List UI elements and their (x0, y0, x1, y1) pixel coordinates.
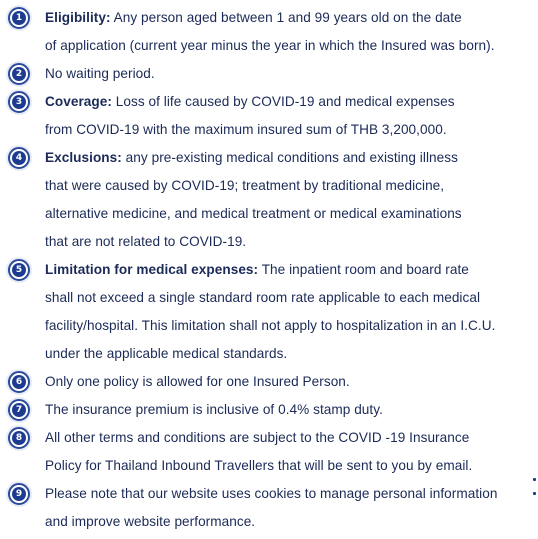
edge-decoration (533, 478, 536, 481)
numbered-circle-icon (8, 91, 30, 113)
term-item (0, 60, 538, 88)
numbered-circle-icon (8, 147, 30, 169)
numbered-circle-icon (8, 427, 30, 449)
term-text: that were caused by COVID-19; treatment by traditional medicine, (45, 178, 445, 193)
numbered-circle-icon (8, 483, 30, 505)
term-text: Please note that our website uses cookies to manage personal information (45, 486, 498, 501)
term-number: 7 (12, 403, 26, 417)
term-text: facility/hospital. This limitation shall not apply to hospitalization in an I.C.U. (45, 318, 496, 333)
term-text: any pre-existing medical conditions and existing illness (121, 150, 458, 165)
term-line (45, 144, 538, 172)
term-number: 2 (12, 67, 26, 81)
term-heading: Eligibility: (45, 10, 111, 25)
term-line (45, 88, 538, 116)
term-line (45, 256, 538, 284)
term-text: that are not related to COVID-19. (45, 234, 247, 249)
edge-decoration (533, 492, 536, 495)
term-number: 3 (12, 95, 26, 109)
numbered-circle-icon (8, 63, 30, 85)
term-text: Any person aged between 1 and 99 years old on the date (110, 10, 462, 25)
numbered-circle-icon (8, 259, 30, 281)
term-item (0, 256, 538, 368)
term-item (0, 480, 538, 536)
term-item (0, 368, 538, 396)
term-line (45, 4, 538, 32)
term-text: The inpatient room and board rate (258, 262, 469, 277)
term-text: and improve website performance. (45, 514, 256, 529)
term-item (0, 396, 538, 424)
term-item (0, 424, 538, 480)
term-number: 8 (12, 431, 26, 445)
numbered-circle-icon (8, 399, 30, 421)
term-number: 5 (12, 263, 26, 277)
term-number: 6 (12, 375, 26, 389)
term-text: Loss of life caused by COVID-19 and medical expenses (111, 94, 455, 109)
term-number: 1 (12, 11, 26, 25)
term-text: The insurance premium is inclusive of 0.4% stamp duty. (45, 402, 383, 417)
term-number: 4 (12, 151, 26, 165)
term-text: Only one policy is allowed for one Insured Person. (45, 374, 350, 389)
term-text: alternative medicine, and medical treatment or medical examinations (45, 206, 462, 221)
term-item (0, 88, 538, 144)
term-text: Policy for Thailand Inbound Travellers that will be sent to you by email. (45, 458, 473, 473)
term-heading: Limitation for medical expenses: (45, 262, 259, 277)
term-text: shall not exceed a single standard room rate applicable to each medical (45, 290, 481, 305)
term-text: under the applicable medical standards. (45, 346, 288, 361)
terms-list (0, 4, 538, 536)
numbered-circle-icon (8, 371, 30, 393)
term-item (0, 144, 538, 256)
term-text: All other terms and conditions are subject to the COVID -19 Insurance (45, 430, 470, 445)
term-text: of application (current year minus the year in which the Insured was born). (45, 38, 495, 53)
term-heading: Coverage: (45, 94, 112, 109)
term-text: from COVID-19 with the maximum insured sum of THB 3,200,000. (45, 122, 447, 137)
term-heading: Exclusions: (45, 150, 122, 165)
term-number: 9 (12, 487, 26, 501)
term-item (0, 4, 538, 60)
term-text: No waiting period. (45, 66, 155, 81)
numbered-circle-icon (8, 7, 30, 29)
